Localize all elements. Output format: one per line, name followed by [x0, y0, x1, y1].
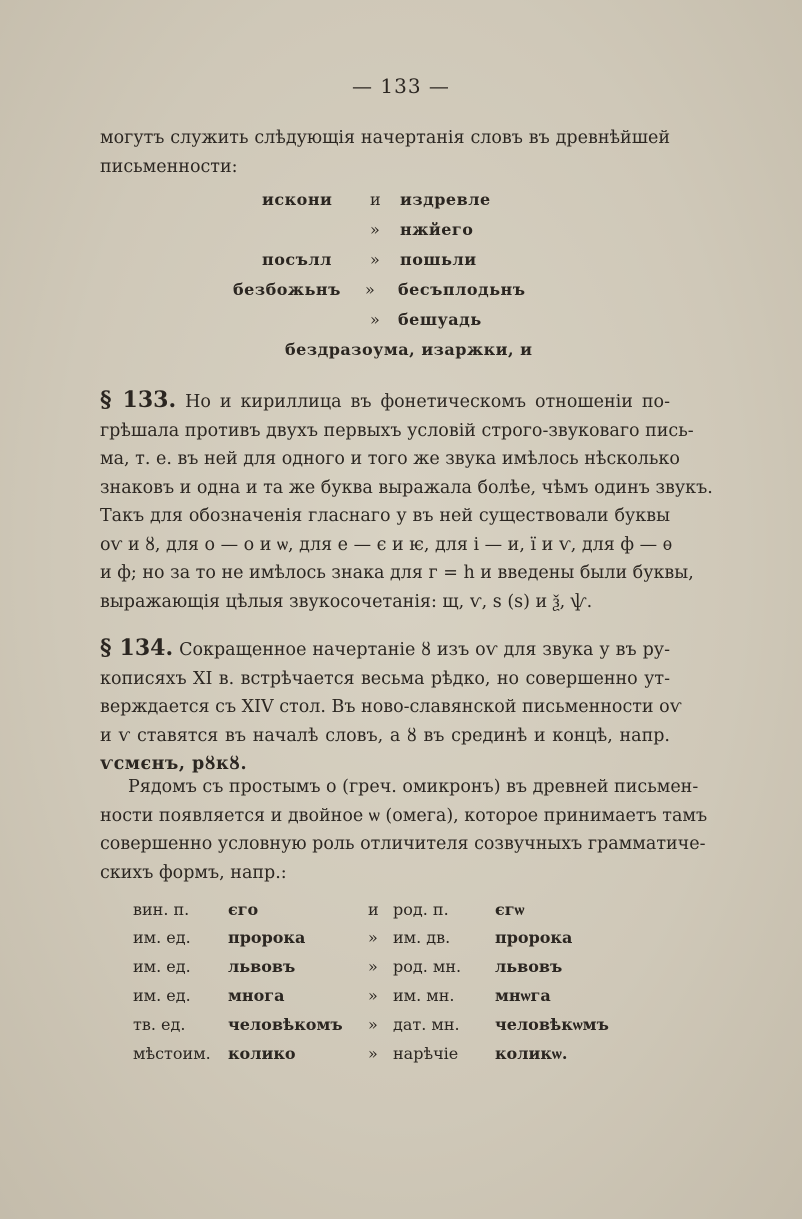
omega-paragraph — [100, 773, 708, 887]
example-word: безбожьнъ — [233, 280, 341, 299]
word-form: пророка — [228, 928, 306, 947]
text-line: ѵсмєнъ, рȣкȣ. — [100, 754, 248, 774]
section-number: § 133. — [100, 387, 177, 413]
example-word: бешуадь — [398, 310, 482, 329]
example-connector: » — [370, 250, 381, 269]
case-label: род. мн. — [393, 957, 462, 976]
case-label: им. ед. — [133, 928, 191, 947]
case-label: им. ед. — [133, 986, 191, 1005]
word-form: єго — [228, 900, 259, 919]
text-line: кописяхъ XI в. встрѣчается весьма рѣдко, но совершенно ут- — [100, 668, 670, 689]
text-line — [100, 634, 670, 665]
case-label: род. п. — [393, 900, 449, 919]
example-row — [370, 220, 474, 239]
example-word: издревле — [400, 190, 491, 209]
case-label: дат. мн. — [393, 1015, 460, 1034]
example-connector: » — [370, 310, 381, 329]
text-line: и ф; но за то не имѣлось знака для г = h и введены были буквы, — [100, 563, 694, 583]
case-label: им. мн. — [393, 986, 455, 1005]
section-134 — [100, 634, 682, 779]
example-word: бесъплодьнъ — [398, 280, 526, 299]
text-line: ма, т. е. въ ней для одного и того же звука имѣлось нѣсколько — [100, 449, 680, 469]
section-133 — [100, 386, 713, 616]
example-connector: и — [370, 190, 382, 209]
word-form: коликѡ. — [495, 1044, 568, 1063]
word-form: мнѡга — [495, 986, 551, 1005]
text-line: Такъ для обозначенія гласнаго у въ ней существовали буквы — [100, 506, 670, 526]
word-form: львовъ — [228, 957, 296, 976]
connector: » — [368, 928, 378, 947]
text-line: верждается съ XIV стол. Въ ново-славянской письменности оѵ — [100, 697, 682, 717]
text-line: знаковъ и одна и та же буква выражала болѣе, чѣмъ одинъ звукъ. — [100, 477, 713, 498]
example-row — [262, 250, 477, 269]
text-line: могутъ служить слѣдующія начертанія словъ въ древнѣйшей — [100, 128, 670, 148]
word-form: человѣкомъ — [228, 1015, 343, 1034]
word-form: многа — [228, 986, 285, 1005]
case-label: мѣстоим. — [133, 1044, 211, 1063]
case-label: им. дв. — [393, 928, 451, 947]
example-row — [285, 340, 533, 359]
example-row — [262, 190, 491, 209]
example-word: пошьли — [400, 250, 477, 269]
connector: » — [368, 957, 378, 976]
word-form: человѣкѡмъ — [495, 1015, 609, 1034]
case-label: вин. п. — [133, 900, 190, 919]
text-line — [100, 386, 670, 417]
word-form: колико — [228, 1044, 296, 1063]
connector: и — [368, 900, 379, 919]
text-fragment: Сокращенное начертаніе ȣ изъ оѵ для звука у въ ру- — [179, 640, 670, 660]
page-number: — 133 — — [352, 74, 450, 98]
example-word: искони — [262, 190, 333, 209]
example-connector: » — [370, 220, 381, 239]
word-form: пророка — [495, 928, 573, 947]
case-label: им. ед. — [133, 957, 191, 976]
case-label: тв. ед. — [133, 1015, 186, 1034]
connector: » — [368, 1015, 378, 1034]
text-line: и ѵ ставятся въ началѣ словъ, а ȣ въ срединѣ и концѣ, напр. — [100, 725, 670, 746]
text-line: Рядомъ съ простымъ о (греч. омикронъ) въ древней письмен- — [128, 777, 699, 797]
example-word: нжйего — [400, 220, 474, 239]
word-form: львовъ — [495, 957, 563, 976]
text-line: грѣшала противъ двухъ первыхъ условій строго-звуковаго пись- — [100, 420, 694, 441]
case-label: нарѣчіе — [393, 1044, 459, 1063]
word-form: єгѡ — [495, 900, 525, 919]
text-line: письменности: — [100, 156, 238, 177]
text-fragment: Но и кириллица въ фонетическомъ отношеніи по- — [185, 392, 670, 412]
example-row — [370, 310, 482, 329]
connector: » — [368, 1044, 378, 1063]
example-row — [233, 280, 526, 299]
text-line: выражающія цѣлыя звукосочетанія: щ, ѵ, ѕ (ѕ) и ѯ, ѱ. — [100, 591, 593, 612]
section-number: § 134. — [100, 635, 174, 661]
text-line: ности появляется и двойное ѡ (омега), которое принимаетъ тамъ — [100, 805, 708, 826]
intro-paragraph — [100, 124, 670, 181]
example-word: посълл — [262, 250, 332, 269]
text-line: совершенно условную роль отличителя созвучныхъ грамматиче- — [100, 834, 706, 854]
example-connector: » — [365, 280, 376, 299]
example-word: бездразоума, изаржки, и — [285, 340, 533, 359]
text-line: оѵ и ȣ, для о — о и ѡ, для е — є и ѥ, для і — и, ї и ѵ, для ф — ѳ — [100, 534, 673, 555]
connector: » — [368, 986, 378, 1005]
text-line: скихъ формъ, напр.: — [100, 862, 287, 883]
